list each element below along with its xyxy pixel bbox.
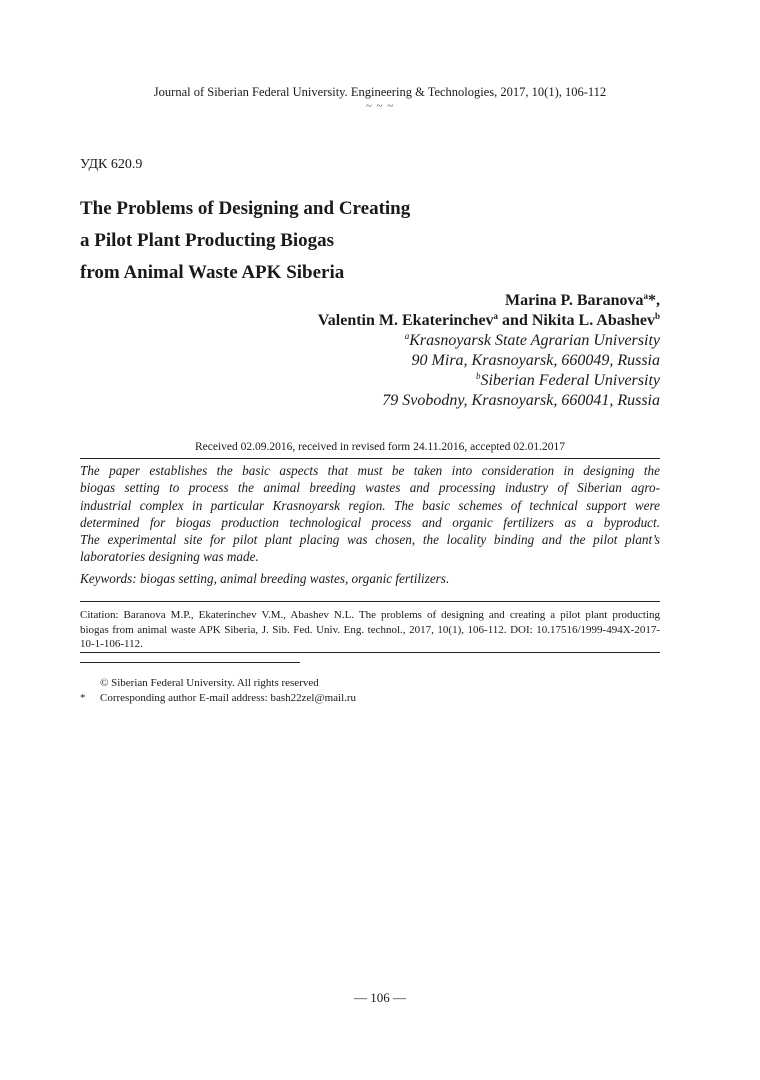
- article-title: [80, 193, 560, 289]
- abstract-line: The paper establishes the basic aspects that must be taken into consideration in designing the: [80, 463, 660, 478]
- author-name: Valentin M. Ekaterinchev: [317, 312, 494, 329]
- affiliation-b: [318, 371, 660, 391]
- author-block: [318, 291, 660, 411]
- affiliation-sup: a: [493, 311, 499, 321]
- affiliation-b-address: 79 Svobodny, Krasnoyarsk, 660041, Russia: [382, 392, 660, 409]
- author-line-2: [318, 311, 660, 331]
- affiliation-a-address: 90 Mira, Krasnoyarsk, 660049, Russia: [411, 352, 660, 369]
- author-name: Nikita L. Abashev: [531, 312, 655, 329]
- author-conjunction: and: [498, 312, 532, 329]
- affiliation-sup: b: [654, 311, 660, 321]
- footnote-rule: [80, 662, 300, 663]
- divider: [80, 458, 660, 459]
- abstract-line: laboratories designing was made.: [80, 549, 259, 565]
- abstract-line: determined for biogas production technological process and organic fertilizers as a byproduct.: [80, 514, 660, 530]
- corresponding-email: Corresponding author E-mail address: bash22zel@mail.ru: [100, 692, 357, 704]
- divider: [80, 652, 660, 653]
- abstract: [80, 462, 660, 566]
- abstract-line: The experimental site for pilot plant placing was chosen, the locality binding and the pilot plant’s: [80, 532, 660, 548]
- page-number: — 106 —: [354, 990, 406, 1005]
- corresponding-mark: *,: [648, 292, 660, 309]
- affiliation-sup: a: [404, 331, 410, 341]
- footnote-star: *: [80, 692, 86, 704]
- journal-header: Journal of Siberian Federal University. Engineering & Technologies, 2017, 10(1), 106-112: [153, 85, 607, 99]
- abstract-line: biogas setting to process the animal breeding wastes and processing industry of Siberian agro-: [80, 480, 660, 496]
- title-line: The Problems of Designing and Creating: [80, 198, 411, 219]
- copyright-footnote: © Siberian Federal University. All rights reserved: [100, 677, 319, 689]
- header-ornament: ~ ~ ~: [365, 100, 395, 112]
- citation-line: Citation: Baranova M.P., Ekaterinchev V.M., Abashev N.L. The problems of designing and creating a pilot plant producting: [80, 609, 660, 621]
- citation-line: biogas from animal waste APK Siberia, J. Sib. Fed. Univ. Eng. technol., 2017, 10(1), 106-112. DOI: 10.17516/1999-494X-2017-: [80, 623, 660, 636]
- keywords: Keywords: biogas setting, animal breeding wastes, organic fertilizers.: [80, 571, 450, 586]
- udk-code: УДК 620.9: [80, 157, 143, 172]
- affiliation-name: Siberian Federal University: [480, 372, 660, 389]
- author-name: Marina P. Baranova: [504, 292, 644, 309]
- affiliation-sup: b: [475, 371, 481, 381]
- affiliation-sup: a: [643, 291, 648, 301]
- corresponding-footnote: [80, 692, 356, 704]
- divider: [80, 601, 660, 602]
- citation-line: 10-1-106-112.: [80, 638, 143, 650]
- title-line: a Pilot Plant Producting Biogas: [80, 230, 335, 251]
- received-dates: Received 02.09.2016, received in revised form 24.11.2016, accepted 02.01.2017: [194, 441, 566, 453]
- title-line: from Animal Waste APK Siberia: [80, 262, 345, 283]
- affiliation-a: [318, 331, 660, 351]
- author-line-1: [318, 291, 660, 311]
- citation: [80, 608, 660, 652]
- affiliation-name: Krasnoyarsk State Agrarian University: [409, 332, 660, 349]
- abstract-line: industrial complex in particular Krasnoyarsk region. The basic schemes of technical support were: [80, 497, 660, 513]
